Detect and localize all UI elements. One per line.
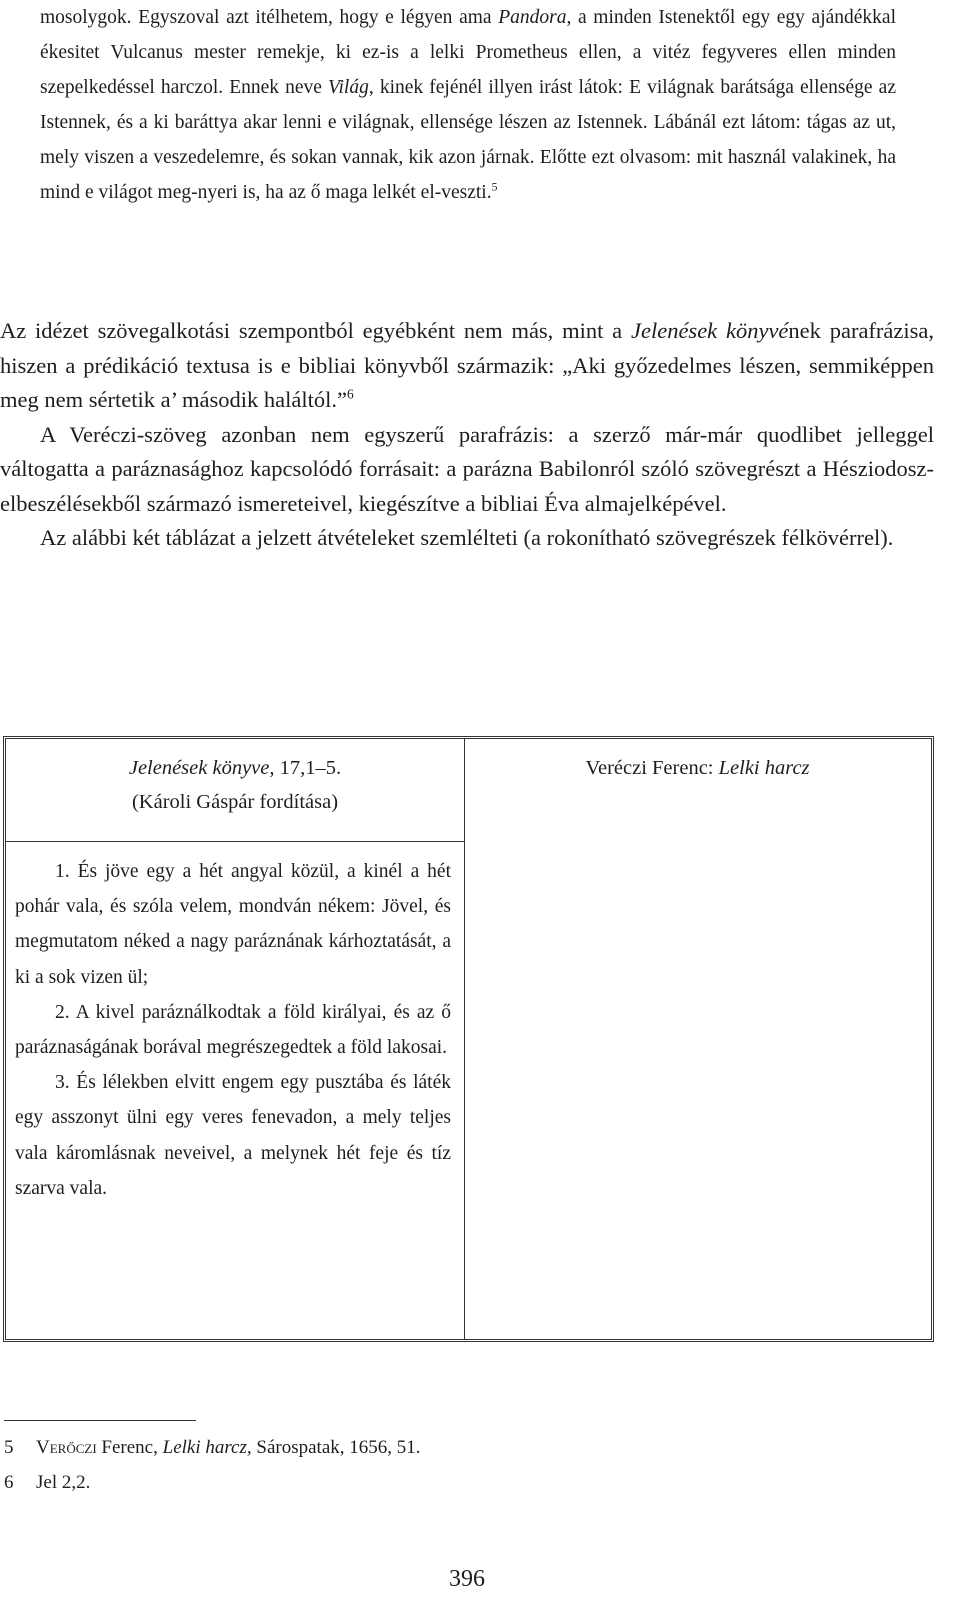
footnote-title: Lelki harcz, — [162, 1437, 252, 1458]
comparison-table — [3, 736, 934, 1342]
row-divider — [6, 841, 464, 842]
footnote-text: Jel 2,2. — [36, 1472, 91, 1493]
header-ref: 17,1–5. — [274, 757, 342, 779]
footnote-number: 5 — [4, 1437, 14, 1458]
quote-vilag: Világ — [328, 77, 369, 98]
footnote-ref-6[interactable]: 6 — [346, 386, 354, 402]
book-title: Jelenések könyvé — [630, 318, 789, 343]
footnote-author: Verőczi — [36, 1437, 97, 1458]
paragraph-3: Az alábbi két táblázat a jelzett átvételeket szemlélteti (a rokonítható szövegrészek félkövérrel). — [40, 525, 894, 550]
header-book-title: Jelenések könyve, — [128, 757, 275, 779]
body-text — [0, 314, 934, 556]
verse-1: 1. És jöve egy a hét angyal közül, a kinél a hét pohár vala, és szóla velem, mondván nékem: Jövel, és megmutatom néked a nagy paráznának kárhoztatását, a ki a sok vizen ül; — [15, 861, 451, 988]
footnote-rule — [4, 1420, 196, 1421]
verses-cell — [15, 854, 451, 1206]
footnotes — [4, 1430, 904, 1500]
footnote-text — [36, 1430, 421, 1465]
page-number: 396 — [449, 1566, 485, 1592]
table-header-left — [6, 751, 464, 819]
footnote-number: 6 — [4, 1472, 14, 1493]
para1-text: nek parafrázisa, hiszen a prédikáció textusa is e bibliai könyvből származik: „Aki győzedelmes lészen, semmiképpen meg nem sértetik a’ második haláltól.” — [0, 318, 935, 412]
quote-text: , a minden Istenektől egy egy ajándékkal ékesitet Vulcanus mester remekje, ki ez-is a lelki Prometheus ellen, a vitéz fegyveres ellen minden szepelkedéssel harczol. Ennek neve — [40, 7, 896, 98]
quote-paragraph — [40, 0, 896, 210]
quote-pandora: Pandora — [498, 7, 567, 28]
footnote-5 — [4, 1430, 904, 1465]
footnote-ref-5[interactable]: 5 — [491, 180, 498, 194]
header-author: Veréczi Ferenc: — [585, 757, 719, 779]
footnote-text-part: Sárospatak, 1656, 51. — [251, 1437, 421, 1458]
verse-3: 3. És lélekben elvitt engem egy pusztába és láték egy asszonyt ülni egy veres fenevadon, a mely teljes vala káromlásnak neveivel, a melynek hét feje és tíz szarva vala. — [15, 1072, 451, 1199]
footnote-text-part: Ferenc, — [96, 1437, 163, 1458]
quote-text: , kinek fejénél illyen irást látok: E világnak barátsága ellensége az Istennek, és a ki baráttya akar lenni e világnak, ellensége lészen az Istennek. Lábánál ezt látom: tágas az ut, mely viszen a veszedelemre, és sokan vannak, kik azon járnak. Előtte ezt olvasom: mit használ valakinek, ha mind e világot meg-nyeri is, ha az ő maga lelkét el-veszti. — [40, 77, 896, 203]
table-header-right — [464, 751, 931, 785]
column-divider — [464, 739, 465, 1339]
header-work-title: Lelki harcz — [718, 757, 810, 779]
header-translation: (Károli Gáspár fordítása) — [131, 791, 339, 813]
paragraph-1 — [0, 314, 934, 418]
block-quote — [40, 0, 896, 210]
para1-text: Az idézet szövegalkotási szempontból egyébként nem más, mint a — [0, 318, 631, 343]
footnote-6 — [4, 1465, 904, 1500]
verse-2: 2. A kivel paráználkodtak a föld királyai, és az ő paráznaságának borával megrészegedtek a föld lakosai. — [15, 1001, 451, 1059]
paragraph-2: A Veréczi-szöveg azonban nem egyszerű parafrázis: a szerző már-már quodlibet jelleggel váltogatta a paráznasághoz kapcsolódó forrásait: a parázna Babilonról szóló szövegrészt a Hésziodosz-elbeszélésekből származó ismereteivel, kiegészítve a bibliai Éva almajelképével. — [0, 421, 934, 516]
quote-text: mosolygok. Egyszoval azt itélhetem, hogy e légyen ama — [40, 7, 499, 28]
